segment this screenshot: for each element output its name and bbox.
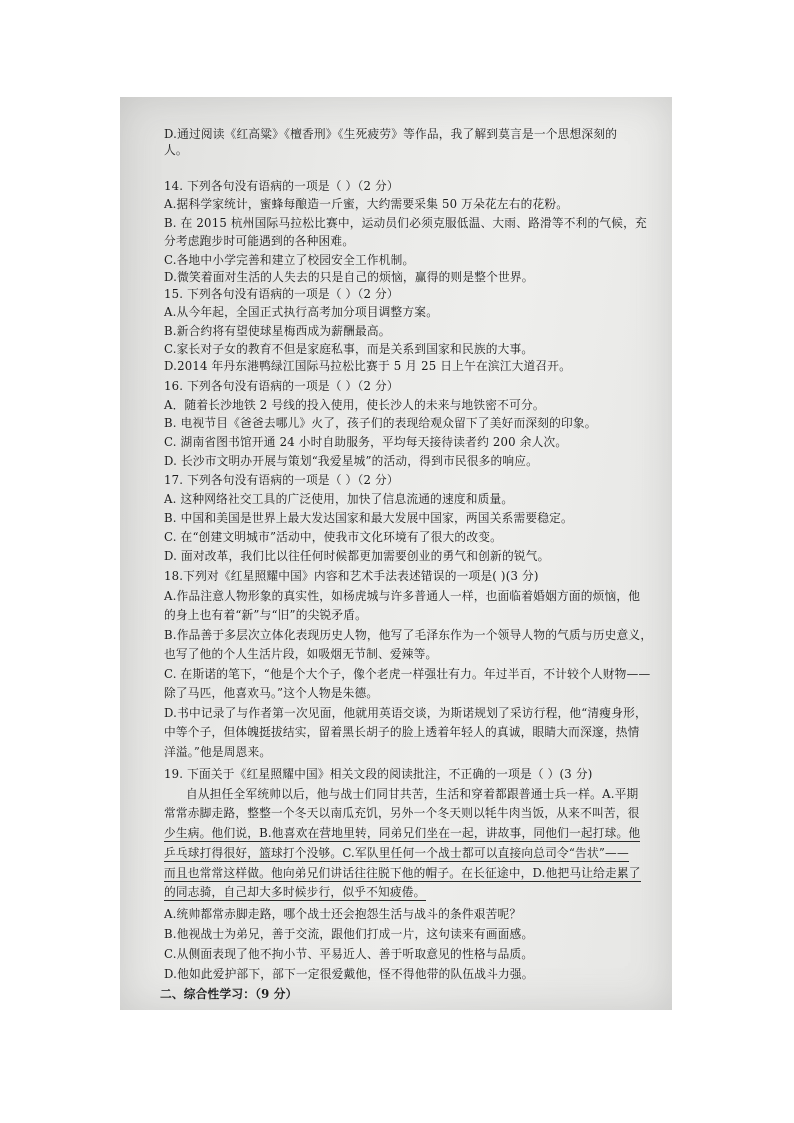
q16-option-b: B. 电视节目《爸爸去哪儿》火了，孩子们的表现给观众留下了美好而深刻的印象。 (164, 416, 597, 430)
q19-option-b: B.他视战士为弟兄，善于交流，跟他们打成一片，这句读来有画面感。 (164, 927, 534, 941)
q17-question: 17. 下列各句没有语病的一项是（ ）（2 分） (164, 473, 399, 487)
q17-option-a: A. 这种网络社交工具的广泛使用，加快了信息流通的速度和质量。 (164, 492, 514, 506)
q19-passage-line-5: 而且也常常这样做。他向弟兄们讲话往往脱下他的帽子。在长征途中，D.他把马让给走累了 (164, 866, 641, 880)
q19-option-c: C.从侧面表现了他不拘小节、平易近人、善于听取意见的性格与品质。 (164, 947, 534, 961)
q13-option-d-line-1: D.通过阅读《红高粱》《檀香刑》《生死疲劳》等作品，我了解到莫言是一个思想深刻的 (164, 127, 618, 141)
q19-option-a: A.统帅都常赤脚走路，哪个战士还会抱怨生活与战斗的条件艰苦呢？ (164, 907, 522, 921)
q17-option-b: B. 中国和美国是世界上最大发达国家和最大发展中国家，两国关系需要稳定。 (164, 511, 573, 525)
q18-option-d-line-3: 洋溢。”他是周恩来。 (164, 745, 272, 759)
q19-passage-line-4: 乒乓球打得很好，篮球打个没够。C.军队里任何一个战士都可以直接向总司令“告状”—— (164, 846, 629, 860)
q14-option-b-line-2: 分考虑跑步时可能遇到的各种困难。 (164, 234, 355, 248)
q19-passage-line-1: 自从担任全军统帅以后，他与战士们同甘共苦，生活和穿着都跟普通士兵一样。A.平期 (186, 787, 639, 801)
q19-option-d: D.他如此爱护部下，部下一定很爱戴他，怪不得他带的队伍战斗力强。 (164, 967, 534, 981)
q18-option-a-line-1: A.作品注意人物形象的真实性，如杨虎城与许多普通人一样，也面临着婚姻方面的烦恼，他 (164, 589, 641, 603)
document-photo (120, 97, 672, 1010)
q18-option-d-line-1: D.书中记录了与作者第一次见面，他就用英语交谈，为斯诺规划了采访行程，他“清瘦身形， (164, 706, 647, 720)
q16-option-c: C. 湖南省图书馆开通 24 小时自助服务，平均每天接待读者约 200 余人次。 (164, 435, 568, 449)
q14-option-a: A.据科学家统计，蜜蜂每酿造一斤蜜，大约需要采集 50 万朵花左右的花粉。 (164, 197, 569, 211)
q14-option-d: D.微笑着面对生活的人失去的只是自己的烦恼，赢得的则是整个世界。 (164, 270, 534, 284)
q16-option-d: D. 长沙市文明办开展与策划“我爱星城”的活动，得到市民很多的响应。 (164, 454, 539, 468)
q15-option-b: B.新合约将有望使球星梅西成为薪酬最高。 (164, 324, 391, 338)
q16-option-a: A．随着长沙地铁 2 号线的投入使用，使长沙人的未来与地铁密不可分。 (164, 398, 545, 412)
q18-option-c-line-2: 除了马匹，他喜欢马。”这个人物是朱德。 (164, 686, 379, 700)
q14-option-c: C.各地中小学完善和建立了校园安全工作机制。 (164, 253, 415, 267)
q14-question: 14. 下列各句没有语病的一项是（ ）（2 分） (164, 179, 399, 193)
q13-option-d-line-2: 人。 (164, 143, 188, 157)
section-heading: 二、综合性学习：（9 分） (160, 987, 298, 1001)
q15-option-c: C.家长对子女的教育不但是家庭私事，而是关系到国家和民族的大事。 (164, 342, 534, 356)
q19-question: 19. 下面关于《红星照耀中国》相关文段的阅读批注，不正确的一项是（ ）(3 分) (164, 767, 593, 781)
q18-option-c-line-1: C. 在斯诺的笔下，“他是个大个子，像个老虎一样强壮有力。年过半百，不计较个人财物—— (164, 667, 651, 681)
q18-option-d-line-2: 中等个子，但体魄挺拔结实，留着黑长胡子的脸上透着年轻人的真诚，眼睛大而深邃，热情 (164, 725, 640, 739)
q18-option-a-line-2: 的身上也有着“新”与“旧”的尖锐矛盾。 (164, 608, 368, 622)
q15-option-d: D.2014 年丹东港鸭绿江国际马拉松比赛于 5 月 25 日上午在滨江大道召开。 (164, 359, 572, 373)
q16-question: 16. 下列各句没有语病的一项是（ ）（2 分） (164, 379, 399, 393)
q19-passage-line-2: 常常赤脚走路，整整一个冬天以南瓜充饥，另外一个冬天则以牦牛肉当饭，从来不叫苦，很 (164, 806, 640, 820)
q19-passage-line-6: 的同志骑，自己却大多时候步行，似乎不知疲倦。 (164, 885, 426, 899)
q18-question: 18.下列对《红星照耀中国》内容和艺术手法表述错误的一项是( )(3 分) (164, 569, 539, 583)
q14-option-b-line-1: B. 在 2015 杭州国际马拉松比赛中，运动员们必须克服低温、大雨、路滑等不利的气候，充 (164, 216, 647, 230)
q18-option-b-line-2: 也写了他的个人生活片段，如吸烟无节制、爱辣等。 (164, 647, 438, 661)
q17-option-c: C. 在“创建文明城市”活动中，使我市文化环境有了很大的改变。 (164, 530, 502, 544)
q15-question: 15. 下列各句没有语病的一项是（ ）（2 分） (164, 287, 399, 301)
q15-option-a: A.从今年起，全国正式执行高考加分项目调整方案。 (164, 305, 439, 319)
q18-option-b-line-1: B.作品善于多层次立体化表现历史人物，他写了毛泽东作为一个领导人物的气质与历史意义， (164, 628, 653, 642)
q17-option-d: D. 面对改革，我们比以往任何时候都更加需要创业的勇气和创新的锐气。 (164, 549, 550, 563)
q19-passage-line-3: 少生病。他们说，B.他喜欢在营地里转，同弟兄们坐在一起，讲故事，同他们一起打球。他 (164, 826, 641, 840)
